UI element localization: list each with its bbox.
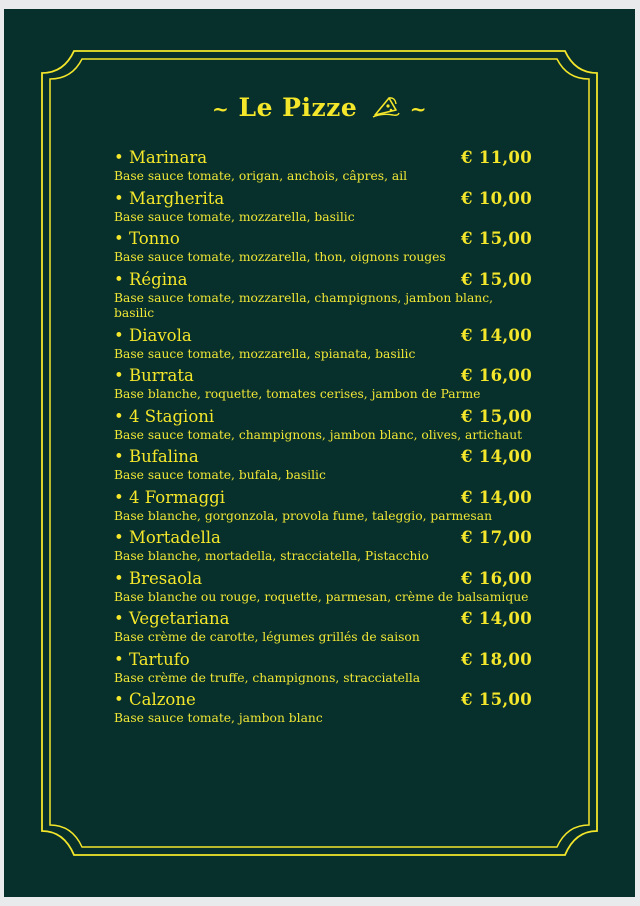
menu-item: [114, 568, 532, 609]
item-name: • Tartufo: [114, 649, 190, 669]
menu-item: [114, 487, 532, 528]
item-description: Base sauce tomate, champignons, jambon blanc, olives, artichaut: [114, 427, 523, 442]
item-description: Base sauce tomate, bufala, basilic: [114, 468, 326, 482]
menu-item: [114, 527, 532, 568]
item-description: Base crème de truffe, champignons, stracciatella: [114, 670, 421, 685]
item-price: € 14,00: [461, 609, 532, 628]
item-name: • Diavola: [114, 325, 192, 345]
title-tilde-right: ~: [409, 97, 427, 121]
item-name: • Mortadella: [114, 528, 221, 547]
item-price: € 15,00: [461, 406, 532, 426]
item-name: • 4 Formaggi: [114, 487, 225, 507]
item-price: € 11,00: [461, 148, 532, 167]
item-name: • Bufalina: [114, 447, 199, 466]
title-tilde-left: ~: [212, 97, 230, 121]
menu-item: [114, 446, 532, 487]
pizza-slice-hand-icon: [371, 94, 401, 120]
menu-item: [114, 188, 532, 229]
item-price: € 10,00: [461, 188, 532, 208]
item-description: Base sauce tomate, origan, anchois, câpres, ail: [114, 169, 408, 183]
item-description: Base sauce tomate, mozzarella, spianata, basilic: [114, 346, 416, 361]
item-description: Base sauce tomate, mozzarella, thon, oignons rouges: [114, 250, 446, 264]
item-description: Base blanche, mortadella, stracciatella, Pistacchio: [114, 549, 429, 563]
menu-card: [4, 9, 635, 897]
item-price: € 17,00: [461, 528, 532, 547]
item-description: Base blanche, roquette, tomates cerises, jambon de Parme: [114, 387, 481, 401]
item-price: € 15,00: [461, 269, 532, 289]
item-price: € 15,00: [461, 229, 532, 248]
item-name: • 4 Stagioni: [114, 406, 215, 426]
item-description: Base crème de carotte, légumes grillés de saison: [114, 630, 420, 644]
menu-item: [114, 608, 532, 649]
item-price: € 16,00: [461, 568, 532, 588]
menu-item: [114, 689, 532, 730]
item-price: € 15,00: [461, 690, 532, 709]
item-name: • Vegetariana: [114, 609, 230, 628]
item-name: • Calzone: [114, 690, 196, 709]
menu-item: [114, 406, 532, 447]
menu-item: [114, 649, 532, 690]
item-name: • Régina: [114, 269, 188, 289]
pizza-list: [114, 147, 532, 730]
item-price: € 14,00: [461, 487, 532, 507]
menu-item: [114, 365, 532, 406]
item-price: € 16,00: [461, 366, 532, 385]
menu-title: [4, 93, 635, 122]
item-price: € 18,00: [461, 649, 532, 669]
item-name: • Bresaola: [114, 568, 203, 588]
item-price: € 14,00: [461, 447, 532, 466]
item-name: • Marinara: [114, 148, 208, 167]
item-description: Base sauce tomate, mozzarella, champignons, jambon blanc, basilic: [114, 290, 493, 320]
menu-item: [114, 228, 532, 269]
menu-item: [114, 325, 532, 366]
item-price: € 14,00: [461, 325, 532, 345]
item-description: Base sauce tomate, mozzarella, basilic: [114, 209, 355, 224]
title-text: Le Pizze: [238, 93, 358, 122]
menu-item: [114, 147, 532, 188]
item-name: • Burrata: [114, 366, 194, 385]
menu-item: [114, 269, 532, 325]
item-description: Base blanche, gorgonzola, provola fume, taleggio, parmesan: [114, 508, 492, 523]
item-description: Base sauce tomate, jambon blanc: [114, 711, 323, 725]
item-name: • Margherita: [114, 188, 225, 208]
item-name: • Tonno: [114, 229, 180, 248]
item-description: Base blanche ou rouge, roquette, parmesan, crème de balsamique: [114, 589, 529, 604]
